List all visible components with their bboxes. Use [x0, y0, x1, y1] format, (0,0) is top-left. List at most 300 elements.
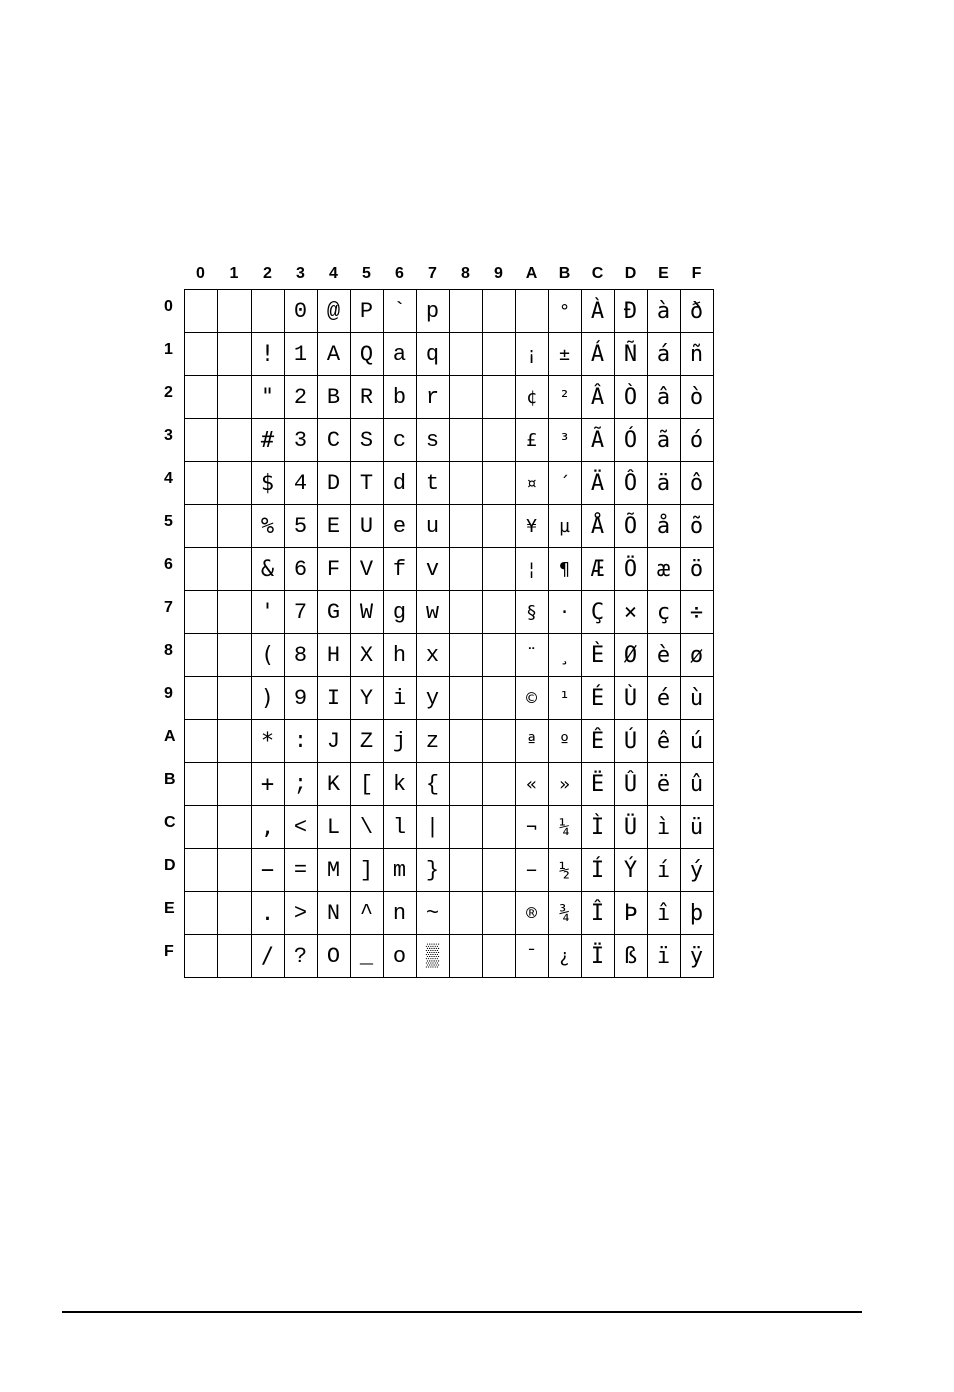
character-cell: !: [251, 333, 284, 376]
character-cell: P: [350, 290, 383, 333]
character-cell: y: [416, 677, 449, 720]
character-cell: ª: [515, 720, 548, 763]
character-cell: S: [350, 419, 383, 462]
row-header: 8: [164, 641, 173, 659]
character-cell: N: [317, 892, 350, 935]
character-cell: [449, 763, 482, 806]
table-row: [164, 763, 713, 806]
character-cell: [217, 849, 251, 892]
character-cell: Ü: [614, 806, 647, 849]
character-cell: M: [317, 849, 350, 892]
character-cell: ¤: [515, 462, 548, 505]
character-cell: _: [350, 935, 383, 978]
character-cell: £: [515, 419, 548, 462]
character-cell: ³: [548, 419, 581, 462]
character-cell: ô: [680, 462, 713, 505]
character-cell: 4: [284, 462, 317, 505]
character-cell: a: [383, 333, 416, 376]
row-header: B: [164, 770, 176, 788]
character-cell: [184, 849, 217, 892]
character-cell: [482, 290, 515, 333]
character-cell: [449, 806, 482, 849]
column-header: A: [525, 264, 538, 282]
character-cell: Ã: [581, 419, 614, 462]
character-cell: [482, 935, 515, 978]
character-cell: «: [515, 763, 548, 806]
character-cell: Ì: [581, 806, 614, 849]
column-header: D: [624, 264, 637, 282]
character-cell: á: [647, 333, 680, 376]
character-cell: C: [317, 419, 350, 462]
character-cell: ): [251, 677, 284, 720]
character-cell: {: [416, 763, 449, 806]
character-cell: 7: [284, 591, 317, 634]
character-cell: É: [581, 677, 614, 720]
row-header: 3: [164, 426, 173, 444]
character-cell: æ: [647, 548, 680, 591]
character-cell: [449, 419, 482, 462]
character-cell: º: [548, 720, 581, 763]
character-cell: Þ: [614, 892, 647, 935]
character-cell: ö: [680, 548, 713, 591]
character-cell: ?: [284, 935, 317, 978]
character-cell: `: [383, 290, 416, 333]
character-cell: [449, 548, 482, 591]
character-cell: T: [350, 462, 383, 505]
character-cell: ù: [680, 677, 713, 720]
character-cell: À: [581, 290, 614, 333]
character-cell: [482, 720, 515, 763]
character-cell: õ: [680, 505, 713, 548]
row-header: 2: [164, 383, 173, 401]
character-cell: Ö: [614, 548, 647, 591]
character-cell: ;: [284, 763, 317, 806]
character-cell: f: [383, 548, 416, 591]
character-cell: Ô: [614, 462, 647, 505]
character-cell: u: [416, 505, 449, 548]
character-cell: [184, 634, 217, 677]
table-row: [164, 892, 713, 935]
character-cell: í: [647, 849, 680, 892]
column-header: 8: [461, 264, 470, 282]
character-cell: ÿ: [680, 935, 713, 978]
character-cell: [217, 419, 251, 462]
character-cell: Å: [581, 505, 614, 548]
character-cell: 6: [284, 548, 317, 591]
row-header: 0: [164, 297, 173, 315]
character-cell: [217, 376, 251, 419]
character-cell: ¡: [515, 333, 548, 376]
character-cell: [482, 634, 515, 677]
character-cell: ^: [350, 892, 383, 935]
character-cell: ~: [416, 892, 449, 935]
character-cell: i: [383, 677, 416, 720]
character-cell: å: [647, 505, 680, 548]
character-cell: Í: [581, 849, 614, 892]
column-header: 2: [263, 264, 272, 282]
character-cell: v: [416, 548, 449, 591]
character-cell: [482, 892, 515, 935]
character-cell: ¾: [548, 892, 581, 935]
character-cell: L: [317, 806, 350, 849]
character-cell: [217, 720, 251, 763]
character-cell: H: [317, 634, 350, 677]
character-cell: D: [317, 462, 350, 505]
column-header: E: [658, 264, 669, 282]
character-cell: [449, 333, 482, 376]
character-cell: [482, 677, 515, 720]
character-cell: ': [251, 591, 284, 634]
character-cell: è: [647, 634, 680, 677]
character-cell: n: [383, 892, 416, 935]
character-cell: [184, 333, 217, 376]
character-cell: ½: [548, 849, 581, 892]
character-cell: ": [251, 376, 284, 419]
character-cell: c: [383, 419, 416, 462]
table-corner: [164, 258, 184, 290]
character-cell: j: [383, 720, 416, 763]
row-header: 9: [164, 684, 173, 702]
character-cell: p: [416, 290, 449, 333]
character-cell: q: [416, 333, 449, 376]
character-cell: [449, 462, 482, 505]
character-cell: §: [515, 591, 548, 634]
character-cell: Ò: [614, 376, 647, 419]
character-cell: :: [284, 720, 317, 763]
character-cell: î: [647, 892, 680, 935]
table-row: [164, 591, 713, 634]
character-cell: [449, 892, 482, 935]
character-cell: °: [548, 290, 581, 333]
character-cell: [449, 290, 482, 333]
character-cell: Ý: [614, 849, 647, 892]
character-cell: Z: [350, 720, 383, 763]
column-header: 0: [196, 264, 205, 282]
character-cell: [184, 720, 217, 763]
character-cell: ï: [647, 935, 680, 978]
character-cell: >: [284, 892, 317, 935]
character-cell: #: [251, 419, 284, 462]
character-cell: w: [416, 591, 449, 634]
character-cell: [449, 591, 482, 634]
character-cell: 5: [284, 505, 317, 548]
character-cell: ²: [548, 376, 581, 419]
character-cell: <: [284, 806, 317, 849]
character-cell: þ: [680, 892, 713, 935]
character-cell: Y: [350, 677, 383, 720]
column-header: 6: [395, 264, 404, 282]
character-cell: G: [317, 591, 350, 634]
character-cell: s: [416, 419, 449, 462]
character-cell: \: [350, 806, 383, 849]
character-cell: x: [416, 634, 449, 677]
column-header: B: [558, 264, 571, 282]
character-cell: ã: [647, 419, 680, 462]
character-cell: ¨: [515, 634, 548, 677]
character-cell: @: [317, 290, 350, 333]
table-row: [164, 806, 713, 849]
character-cell: ì: [647, 806, 680, 849]
character-cell: [184, 806, 217, 849]
character-cell: ¸: [548, 634, 581, 677]
character-cell: 9: [284, 677, 317, 720]
character-cell: ß: [614, 935, 647, 978]
character-cell: [184, 763, 217, 806]
row-header: E: [164, 899, 175, 917]
table-row: [164, 376, 713, 419]
character-cell: [482, 849, 515, 892]
character-cell: [217, 677, 251, 720]
character-cell: ¬: [515, 806, 548, 849]
character-cell: r: [416, 376, 449, 419]
character-cell: [449, 505, 482, 548]
character-cell: g: [383, 591, 416, 634]
character-cell: I: [317, 677, 350, 720]
character-cell: [449, 376, 482, 419]
table-row: [164, 419, 713, 462]
character-cell: |: [416, 806, 449, 849]
character-cell: =: [284, 849, 317, 892]
character-cell: Ø: [614, 634, 647, 677]
character-cell: W: [350, 591, 383, 634]
column-header: F: [691, 264, 702, 282]
character-cell: [217, 548, 251, 591]
character-cell: K: [317, 763, 350, 806]
character-cell: [217, 462, 251, 505]
character-cell: [184, 376, 217, 419]
character-cell: ¿: [548, 935, 581, 978]
character-cell: é: [647, 677, 680, 720]
character-cell: [217, 634, 251, 677]
table-row: [164, 935, 713, 978]
row-header: C: [164, 813, 176, 831]
footer-rule: [62, 1311, 862, 1313]
column-header: 9: [494, 264, 503, 282]
character-cell: V: [350, 548, 383, 591]
table-row: [164, 505, 713, 548]
character-cell: [217, 806, 251, 849]
row-header: 5: [164, 512, 173, 530]
character-cell: [217, 892, 251, 935]
character-cell: Ñ: [614, 333, 647, 376]
character-cell: ë: [647, 763, 680, 806]
character-cell: Q: [350, 333, 383, 376]
character-cell: ò: [680, 376, 713, 419]
table-row: [164, 634, 713, 677]
table-row: [164, 720, 713, 763]
character-cell: b: [383, 376, 416, 419]
character-cell: Ë: [581, 763, 614, 806]
character-cell: l: [383, 806, 416, 849]
character-cell: Á: [581, 333, 614, 376]
character-cell: [482, 419, 515, 462]
character-cell: [482, 806, 515, 849]
character-code-table: [164, 258, 714, 978]
character-cell: â: [647, 376, 680, 419]
character-cell: ç: [647, 591, 680, 634]
character-cell: [515, 290, 548, 333]
character-cell: Î: [581, 892, 614, 935]
character-cell: }: [416, 849, 449, 892]
column-header: 4: [329, 264, 338, 282]
character-cell: ±: [548, 333, 581, 376]
character-cell: ä: [647, 462, 680, 505]
character-cell: [482, 505, 515, 548]
character-cell: [184, 677, 217, 720]
character-cell: U: [350, 505, 383, 548]
character-cell: k: [383, 763, 416, 806]
character-cell: ▒: [416, 935, 449, 978]
row-header: D: [164, 856, 176, 874]
character-cell: [184, 290, 217, 333]
character-cell: −: [515, 849, 548, 892]
table-row: [164, 290, 713, 333]
row-header: F: [164, 942, 174, 960]
character-cell: d: [383, 462, 416, 505]
character-cell: [: [350, 763, 383, 806]
character-cell: ÷: [680, 591, 713, 634]
character-cell: [184, 935, 217, 978]
character-cell: [482, 462, 515, 505]
character-cell: [217, 333, 251, 376]
character-cell: [184, 462, 217, 505]
character-cell: ñ: [680, 333, 713, 376]
column-header: C: [591, 264, 604, 282]
character-cell: ]: [350, 849, 383, 892]
character-cell: [184, 505, 217, 548]
character-cell: J: [317, 720, 350, 763]
character-cell: ü: [680, 806, 713, 849]
character-cell: %: [251, 505, 284, 548]
character-cell: Ç: [581, 591, 614, 634]
character-cell: 0: [284, 290, 317, 333]
character-cell: [449, 677, 482, 720]
character-cell: Ù: [614, 677, 647, 720]
character-cell: m: [383, 849, 416, 892]
character-cell: »: [548, 763, 581, 806]
character-cell: [184, 892, 217, 935]
character-cell: $: [251, 462, 284, 505]
character-cell: O: [317, 935, 350, 978]
character-cell: h: [383, 634, 416, 677]
character-cell: −: [251, 849, 284, 892]
character-cell: Ê: [581, 720, 614, 763]
character-cell: e: [383, 505, 416, 548]
column-header-row: [164, 258, 713, 290]
character-cell: Ó: [614, 419, 647, 462]
table-row: [164, 849, 713, 892]
character-cell: [482, 333, 515, 376]
character-cell: È: [581, 634, 614, 677]
character-cell: t: [416, 462, 449, 505]
table-body: [164, 290, 713, 978]
character-cell: Æ: [581, 548, 614, 591]
character-cell: /: [251, 935, 284, 978]
character-cell: ¯: [515, 935, 548, 978]
character-cell: [184, 548, 217, 591]
character-cell: [217, 505, 251, 548]
character-cell: ,: [251, 806, 284, 849]
character-cell: ê: [647, 720, 680, 763]
character-cell: [482, 548, 515, 591]
character-cell: ¢: [515, 376, 548, 419]
character-cell: Ä: [581, 462, 614, 505]
character-cell: 3: [284, 419, 317, 462]
character-cell: [217, 290, 251, 333]
character-cell: ·: [548, 591, 581, 634]
character-cell: [449, 720, 482, 763]
character-cell: à: [647, 290, 680, 333]
character-cell: *: [251, 720, 284, 763]
character-cell: z: [416, 720, 449, 763]
character-cell: [449, 634, 482, 677]
character-cell: 2: [284, 376, 317, 419]
character-cell: ú: [680, 720, 713, 763]
character-cell: [184, 591, 217, 634]
character-cell: R: [350, 376, 383, 419]
character-cell: ®: [515, 892, 548, 935]
character-cell: ¥: [515, 505, 548, 548]
character-cell: ø: [680, 634, 713, 677]
character-cell: ©: [515, 677, 548, 720]
character-cell: (: [251, 634, 284, 677]
table-row: [164, 548, 713, 591]
column-header: 1: [229, 264, 239, 282]
character-cell: [482, 376, 515, 419]
character-cell: [217, 591, 251, 634]
row-header: 7: [164, 598, 173, 616]
character-cell: E: [317, 505, 350, 548]
character-cell: [482, 591, 515, 634]
character-cell: ¼: [548, 806, 581, 849]
table-row: [164, 677, 713, 720]
row-header: 4: [164, 469, 173, 487]
table-row: [164, 462, 713, 505]
row-header: 6: [164, 555, 173, 573]
character-cell: 8: [284, 634, 317, 677]
character-cell: ×: [614, 591, 647, 634]
character-cell: Ð: [614, 290, 647, 333]
character-cell: [449, 935, 482, 978]
table-row: [164, 333, 713, 376]
column-header: 3: [296, 264, 305, 282]
character-cell: Ï: [581, 935, 614, 978]
character-cell: Û: [614, 763, 647, 806]
character-cell: [184, 419, 217, 462]
character-cell: A: [317, 333, 350, 376]
character-cell: ó: [680, 419, 713, 462]
character-cell: &: [251, 548, 284, 591]
character-cell: ¦: [515, 548, 548, 591]
character-cell: [251, 290, 284, 333]
character-cell: .: [251, 892, 284, 935]
character-cell: [217, 763, 251, 806]
character-cell: [449, 849, 482, 892]
character-cell: 1: [284, 333, 317, 376]
character-cell: Ú: [614, 720, 647, 763]
character-cell: Â: [581, 376, 614, 419]
character-cell: ¶: [548, 548, 581, 591]
row-header: 1: [164, 340, 173, 358]
character-cell: Õ: [614, 505, 647, 548]
character-cell: ´: [548, 462, 581, 505]
column-header: 7: [428, 264, 437, 282]
character-cell: F: [317, 548, 350, 591]
character-cell: ð: [680, 290, 713, 333]
character-cell: [482, 763, 515, 806]
character-cell: û: [680, 763, 713, 806]
character-cell: µ: [548, 505, 581, 548]
